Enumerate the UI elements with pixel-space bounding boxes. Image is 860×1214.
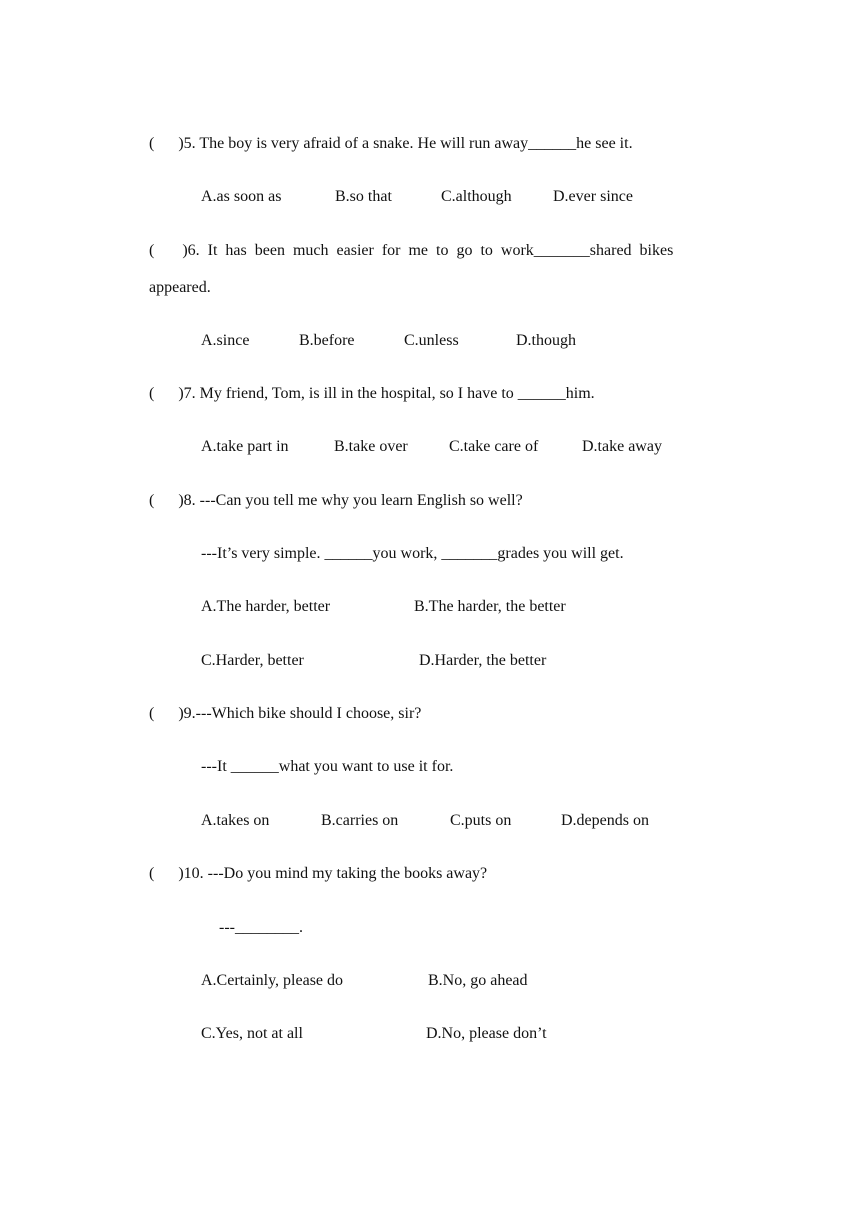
option-b: B.so that — [335, 188, 392, 205]
option-a: A.as soon as — [201, 188, 282, 205]
question-6-stem-continued: appeared. — [149, 279, 211, 296]
option-c: C.unless — [404, 332, 459, 349]
option-a: A.Certainly, please do — [201, 972, 344, 989]
option-b: B.carries on — [321, 812, 399, 829]
option-d: D.take away — [582, 438, 662, 455]
option-b: B.No, go ahead — [428, 972, 528, 989]
option-c: C.Yes, not at all — [201, 1025, 303, 1042]
option-a: A.take part in — [201, 438, 289, 455]
question-10-stem: ( )10. ---Do you mind my taking the books away? — [149, 865, 488, 882]
option-c: C.Harder, better — [201, 652, 304, 669]
question-8-reply: ---It’s very simple. ______you work, _______grades you will get. — [201, 545, 624, 562]
option-c: C.puts on — [450, 812, 512, 829]
option-c: C.take care of — [449, 438, 539, 455]
option-b: B.before — [299, 332, 355, 349]
option-b: B.The harder, the better — [414, 598, 566, 615]
question-7-stem: ( )7. My friend, Tom, is ill in the hospital, so I have to ______him. — [149, 385, 595, 402]
question-9-reply: ---It ______what you want to use it for. — [201, 758, 454, 775]
option-c: C.although — [441, 188, 512, 205]
option-a: A.The harder, better — [201, 598, 331, 615]
option-d: D.ever since — [553, 188, 633, 205]
option-d: D.though — [516, 332, 576, 349]
option-a: A.since — [201, 332, 250, 349]
question-8-stem: ( )8. ---Can you tell me why you learn English so well? — [149, 492, 523, 509]
question-9-stem: ( )9.---Which bike should I choose, sir? — [149, 705, 422, 722]
option-d: D.depends on — [561, 812, 649, 829]
question-5-stem: ( )5. The boy is very afraid of a snake. He will run away______he see it. — [149, 135, 633, 152]
option-b: B.take over — [334, 438, 408, 455]
question-10-reply: ---________. — [219, 919, 303, 936]
option-d: D.No, please don’t — [426, 1025, 547, 1042]
option-a: A.takes on — [201, 812, 270, 829]
option-d: D.Harder, the better — [419, 652, 547, 669]
question-6-stem: ( )6. It has been much easier for me to go to work_______shared bikes — [149, 242, 674, 259]
